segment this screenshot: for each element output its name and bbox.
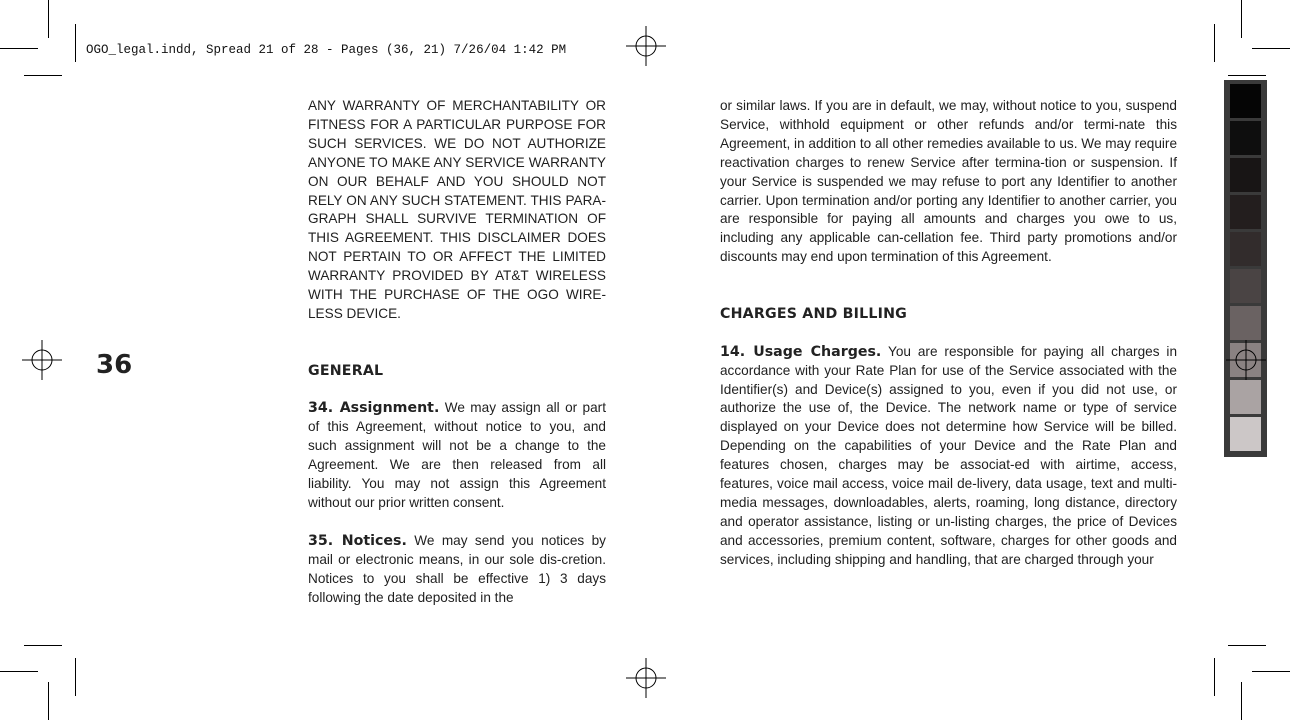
swatch — [1230, 269, 1261, 303]
swatch — [1230, 195, 1261, 229]
notices-paragraph — [308, 532, 606, 608]
usage-charges-paragraph — [720, 343, 1177, 570]
color-swatch-bar — [1224, 80, 1267, 457]
warranty-paragraph: ANY WARRANTY OF MERCHANTABILITY OR FITNESS FOR A PARTICULAR PURPOSE FOR SUCH SERVICES. WE DO NOT AUTHORIZE ANYONE TO MAKE ANY SERVICE WARRANTY ON OUR BEHALF AND YOU SHOULD NOT RELY ON ANY SUCH STATEMENT. THIS PARA-GRAPH SHALL SURVIVE TERMINATION OF THIS AGREEMENT. THIS DISCLAIMER DOES NOT PERTAIN TO OR AFFECT THE LIMITED WARRANTY PROVIDED BY AT&T WIRELESS WITH THE PURCHASE OF THE OGO WIRE-LESS DEVICE. — [308, 98, 606, 321]
assignment-lead: 34. Assignment. — [308, 400, 440, 417]
swatch — [1230, 417, 1261, 451]
usage-charges-body: You are responsible for paying all charges in accordance with your Rate Plan for use of the Service associated with the Identifier(s) and Device(s) assigned to you, even if you did not use, or authorize the use of, the Device. The network name or type of service displayed on your Device does not determine how Service will be billed. Depending on the capabilities of your Device and the Rate Plan and features chosen, charges may be associat-ed with airtime, access, features, voice mail access, voice mail de-livery, data usage, text and multi-media messages, downloadables, alerts, roaming, long distance, directory and operator assistance, listing or un-listing charges, the price of Devices and accessories, premium content, software, charges for other goods and services, including shipping and handling, that are charged through your — [720, 343, 1178, 567]
crop-mark — [48, 682, 49, 720]
crop-mark — [1228, 75, 1266, 76]
crop-mark — [1241, 0, 1242, 38]
swatch — [1230, 380, 1261, 414]
registration-mark-icon — [626, 26, 666, 66]
crop-mark — [1252, 48, 1290, 49]
crop-mark — [1214, 24, 1215, 62]
swatch — [1230, 306, 1261, 340]
registration-mark-icon — [626, 658, 666, 698]
crop-mark — [24, 75, 62, 76]
crop-mark — [0, 48, 38, 49]
crop-mark — [1228, 645, 1266, 646]
crop-mark — [48, 0, 49, 38]
crop-mark — [1241, 682, 1242, 720]
usage-charges-lead: 14. Usage Charges. — [720, 343, 882, 360]
swatch — [1230, 232, 1261, 266]
notices-body: We may send you notices by mail or electronic means, in our sole dis-cretion. Notices to you shall be effective 1) 3 days following the date deposited in the — [308, 532, 606, 605]
swatch — [1230, 84, 1261, 118]
crop-mark — [75, 658, 76, 696]
registration-mark-icon — [22, 340, 62, 380]
left-column — [308, 97, 606, 607]
assignment-body: We may assign all or part of this Agreement, without notice to you, and such assignment will not be a change to the Agreement. We are then released from all liability. You may not assign this Agreement without our prior written consent. — [308, 400, 606, 510]
crop-mark — [1214, 658, 1215, 696]
right-column — [720, 97, 1177, 570]
default-paragraph: or similar laws. If you are in default, we may, without notice to you, suspend Service, withhold equipment or other refunds and/or termi-nate this Agreement, in addition to all other remedies available to us. We may require reactivation charges to renew Service after termina-tion or suspension. If your Service is suspended we may refuse to port any Identifier to another carrier. Upon termination and/or porting any Identifier to another carrier, you are responsible for paying all amounts and charges you owe to us, including any applicable can-cellation fee. Third party promotions and/or discounts may end upon termination of this Agreement. — [720, 98, 1177, 265]
notices-lead: 35. Notices. — [308, 532, 407, 549]
crop-mark — [0, 671, 38, 672]
swatch — [1230, 158, 1261, 192]
general-heading: GENERAL — [308, 362, 384, 379]
slug-line: OGO_legal.indd, Spread 21 of 28 - Pages (36, 21) 7/26/04 1:42 PM — [86, 43, 567, 57]
page-number: 36 — [96, 350, 133, 380]
registration-mark-icon — [1226, 340, 1266, 380]
crop-mark — [75, 24, 76, 62]
charges-heading: CHARGES AND BILLING — [720, 305, 908, 322]
crop-mark — [1252, 671, 1290, 672]
crop-mark — [24, 645, 62, 646]
swatch — [1230, 121, 1261, 155]
assignment-paragraph — [308, 399, 606, 512]
